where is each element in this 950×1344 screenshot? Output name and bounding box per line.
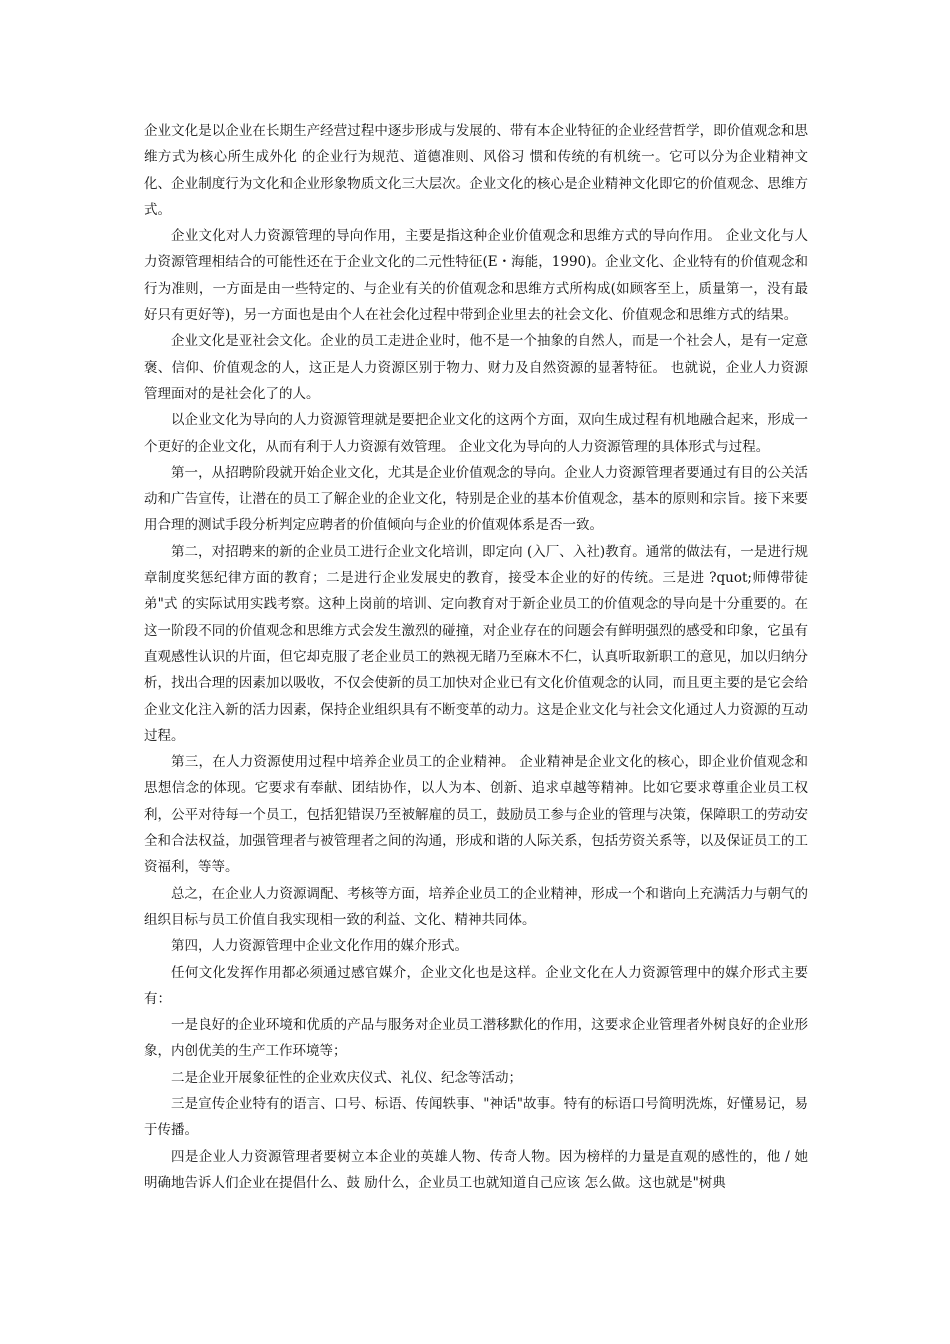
paragraph-10: 任何文化发挥作用都必须通过感官媒介，企业文化也是这样。企业文化在人力资源管理中的媒介形式主要有： — [144, 964, 808, 1007]
paragraph-9: 第四，人力资源管理中企业文化作用的媒介形式。 — [171, 938, 468, 955]
paragraph-14: 四是企业人力资源管理者要树立本企业的英雄人物、传奇人物。因为榜样的力量是直观的感性的，他 / 她 明确地告诉人们企业在提倡什么、鼓 励什么，企业员工也就知道自己应该 怎么做。这也就是"树典 — [144, 1148, 808, 1191]
paragraph-5: 第一，从招聘阶段就开始企业文化，尤其是企业价值观念的导向。企业人力资源管理者要通过有目的公关活动和广告宣传，让潜在的员工了解企业的企业文化，特别是企业的基本价值观念，基本的原则和宗旨。接下来要用合理的测试手段分析判定应聘者的价值倾向与企业的价值观体系是否一致。 — [144, 464, 808, 534]
paragraph-4: 以企业文化为导向的人力资源管理就是要把企业文化的这两个方面，双向生成过程有机地融合起来，形成一个更好的企业文化，从而有利于人力资源有效管理。 企业文化为导向的人力资源管理的具体形式与过程。 — [144, 412, 808, 455]
paragraph-6: 第二，对招聘来的新的企业员工进行企业文化培训，即定向 (入厂、入社)教育。通常的做法有，一是进行规章制度奖惩纪律方面的教育；二是进行企业发展史的教育，接受本企业的好的传统。三是进 ?quot;师傅带徒弟"式 的实际试用实践考察。这种上岗前的培训、定向教育对于新企业员工的价值观念的导向是十分重要的。在这一阶段不同的价值观念和思维方式会发生激烈的碰撞，对企业存在的问题会有鲜明强烈的感受和印象，它虽有直观感性认识的片面，但它却克服了老企业员工的熟视无睹乃至麻木不仁，认真听取新职工的意见，加以归纳分析，找出合理的因素加以吸收，不仅会使新的员工加快对企业已有文化价值观念的认同，而且更主要的是它会给企业文化注入新的活力因素，保持企业组织具有不断变革的动力。这是企业文化与社会文化通过人力资源的互动过程。 — [144, 543, 808, 744]
paragraph-13: 三是宣传企业特有的语言、口号、标语、传闻轶事、"神话"故事。特有的标语口号简明洗炼，好懂易记，易于传播。 — [144, 1095, 808, 1139]
paragraph-7: 第三，在人力资源使用过程中培养企业员工的企业精神。 企业精神是企业文化的核心，即企业价值观念和 思想信念的体现。它要求有奉献、团结协作，以人为本、创新、追求卓越等精神。比如它要求尊重企业员工权利，公平对待每一个员工，包括犯错误乃至被解雇的员工，鼓励员工参与企业的管理与决策，保障职工的劳动安全和合法权益，加强管理者与被管理者之间的沟通，形成和谐的人际关系，包括劳资关系等，以及保证员工的工资福利，等等。 — [144, 754, 808, 876]
paragraph-1: 企业文化是以企业在长期生产经营过程中逐步形成与发展的、带有本企业特征的企业经营哲学，即价值观念和思维方式为核心所生成外化 的企业行为规范、道德准则、风俗习 惯和传统的有机统一。它可以分为企业精神文化、企业制度行为文化和企业形象物质文化三大层次。企业文化的核心是企业精神文化即它的价值观念、思维方式。 — [144, 123, 808, 218]
paragraph-2: 企业文化对人力资源管理的导向作用，主要是指这种企业价值观念和思维方式的导向作用。 企业文化与人力资源管理相结合的可能性还在于企业文化的二元性特征(E・海能，1990)。企业文化、企业特有的价值观念和行为准则，一方面是由一些特定的、与企业有关的价值观念和思维方式所构成(如顾客至上，质量第一，没有最好只有更好等)，另一方面也是由个人在社会化过程中带到企业里去的社会文化、价值观念和思维方式的结果。 — [144, 228, 808, 324]
paragraph-11: 一是良好的企业环境和优质的产品与服务对企业员工潜移默化的作用，这要求企业管理者外树良好的企业形象，内创优美的生产工作环境等； — [144, 1017, 808, 1060]
paragraph-8: 总之，在企业人力资源调配、考核等方面，培养企业员工的企业精神，形成一个和谐向上充满活力与朝气的组织目标与员工价值自我实现相一致的利益、文化、精神共同体。 — [144, 885, 808, 928]
document-body — [144, 118, 808, 1196]
paragraph-12: 二是企业开展象征性的企业欢庆仪式、礼仪、纪念等活动； — [171, 1069, 522, 1086]
paragraph-3: 企业文化是亚社会文化。企业的员工走进企业时，他不是一个抽象的自然人，而是一个社会人，是有一定意褒、信仰、价值观念的人，这正是人力资源区别于物力、财力及自然资源的显著特征。 也就说，企业人力资源管理面对的是社会化了的人。 — [144, 333, 808, 402]
